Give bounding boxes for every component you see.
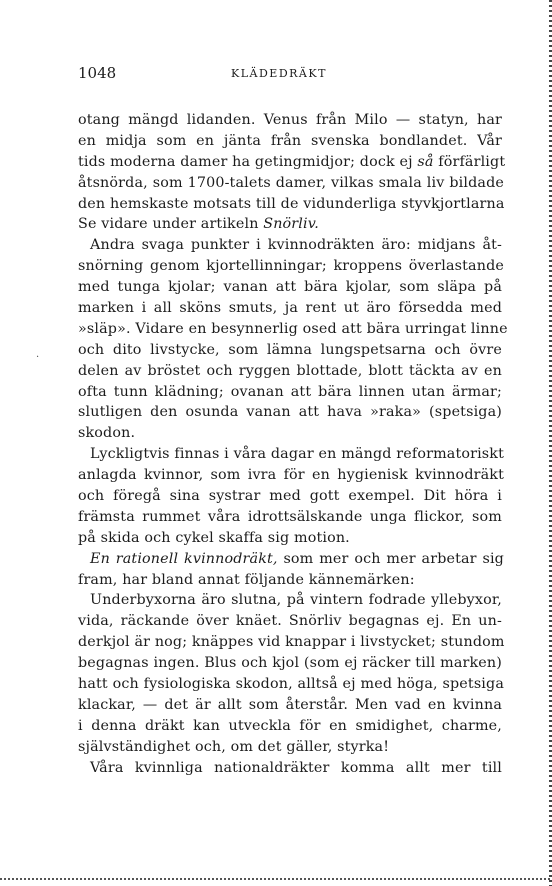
paragraph-start-emphasis [78,549,504,570]
text-line: fram, har bland annat följande kännemärken: [78,571,415,588]
text-fragment: Se vidare under artikeln Snörliv. [78,216,319,233]
text-line: slutligen den osunda vanan att hava »raka» (spetsiga) [78,404,502,421]
text-line: en midja som en jänta från svenska bondlandet. Vår [78,132,502,149]
text-line: självständighet och, om det gäller, styrka! [78,738,390,755]
text-line: snörning genom kjortellinningar; kroppens överlastande [78,258,504,275]
body-text [78,110,508,779]
italic-text: Snörliv. [263,216,319,233]
text-line: begagnas ingen. Blus och kjol (som ej räcker till marken) [78,655,502,672]
running-head: KLÄDEDRÄKT [231,67,327,80]
text-line: på skida och cykel skaffa sig motion. [78,529,350,546]
text-line: vida, räckande över knäet. Snörliv begagnas ej. En un- [78,613,502,630]
text-line: och föregå sina systrar med gott exempel. Dit höra i [78,488,502,505]
page-edge-bottom [0,878,552,880]
text-line: »släp». Vidare en besynnerlig osed att bära urringat linne [78,320,508,337]
page-number: 1048 [78,64,117,82]
text-line: anlagda kvinnor, som ivra för en hygienisk kvinnodräkt [78,467,504,484]
text-fragment: En rationell kvinnodräkt, som mer och mer arbetar sig [90,550,504,567]
page-header [78,64,498,84]
text-line: klackar, — det är allt som återstår. Men vad en kvinna [78,696,502,713]
text-line: hatt och fysiologiska skodon, alltså ej med höga, spetsiga [78,676,504,693]
text-fragment: tids moderna damer ha getingmidjor; dock ej så förfärligt [78,153,506,170]
text-line-reference [78,214,502,235]
italic-text: så [417,153,434,170]
paragraph-start: Våra kvinnliga nationaldräkter komma allt mer till [90,759,502,776]
text-line: otang mängd lidanden. Venus från Milo — statyn, har [78,112,502,128]
text-line-emphasis [78,152,504,173]
text-line: den hemskaste motsats till de vidunderliga styvkjortlarna [78,195,505,212]
text-line: skodon. [78,425,136,442]
text-line: med tunga kjolar; vanan att bära kjolar, som släpa på [78,279,502,296]
text-line: främsta rummet våra idrottsälskande unga flickor, som [78,508,502,525]
paragraph-start: Underbyxorna äro slutna, på vintern fodrade yllebyxor, [90,592,502,609]
text-line: delen av bröstet och ryggen blottade, blott täckta av en [78,362,502,379]
text-line: åtsnörda, som 1700-talets damer, vilkas smala liv bildade [78,174,504,191]
text-line: och dito livstycke, som lämna lungspetsarna och övre [78,341,502,358]
text-line: i denna dräkt kan utveckla för en smidighet, charme, [78,717,502,734]
text-line: derkjol är nog; knäppes vid knappar i livstycket; stundom [78,634,505,651]
text-line: marken i all sköns smuts, ja rent ut äro försedda med [78,300,502,317]
text-line: ofta tunn klädning; ovanan att bära linnen utan ärmar; [78,383,502,400]
paragraph-start: Lyckligtvis finnas i våra dagar en mängd reformatoriskt [90,446,504,463]
italic-text: En rationell kvinnodräkt, [90,550,278,567]
paragraph-start: Andra svaga punkter i kvinnodräkten äro: midjans åt- [90,237,502,254]
margin-speck: · [36,352,40,363]
